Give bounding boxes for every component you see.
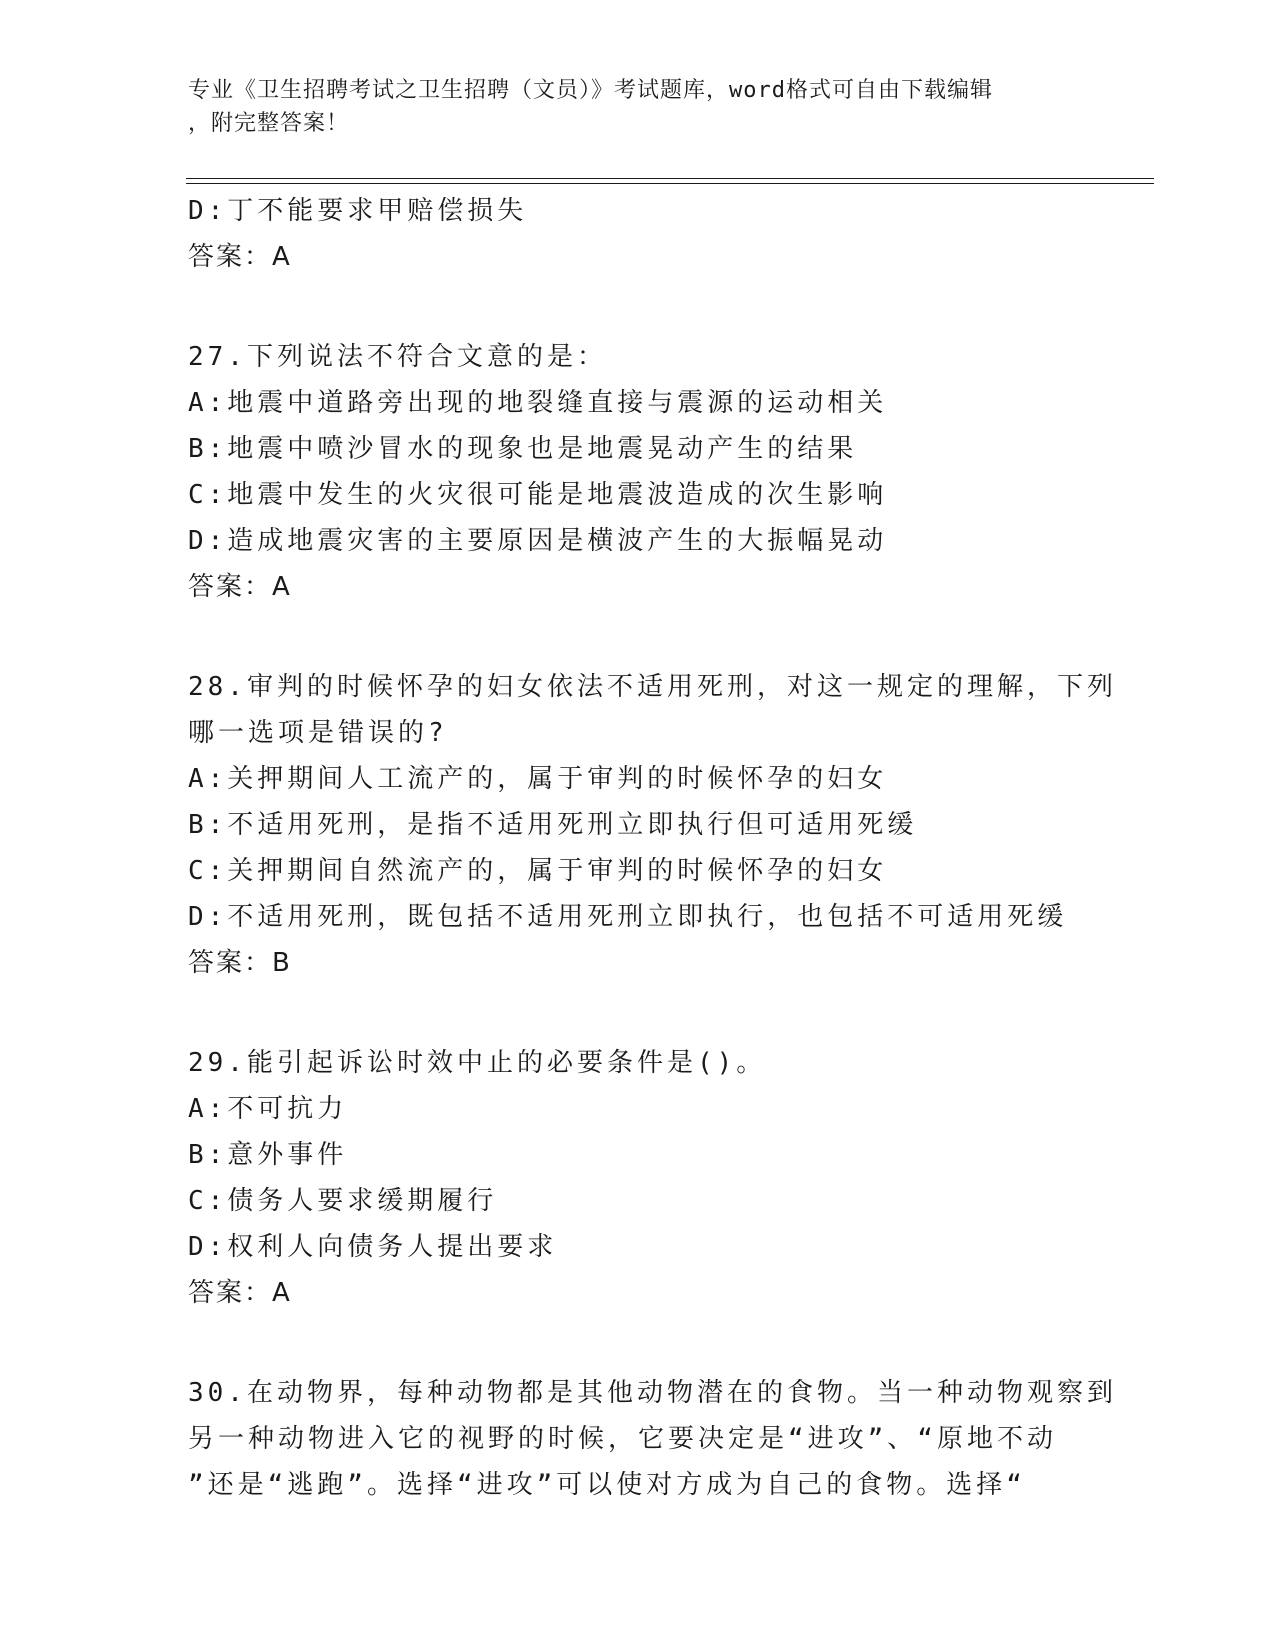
spacer	[188, 986, 1088, 1040]
spacer	[188, 280, 1088, 334]
option-b: B:意外事件	[188, 1140, 348, 1170]
question-text-line-3: ”还是“逃跑”。选择“进攻”可以使对方成为自己的食物。选择“	[188, 1470, 1026, 1500]
spacer	[188, 1316, 1088, 1370]
option-b: B:地震中喷沙冒水的现象也是地震晃动产生的结果	[188, 434, 858, 464]
question-text-line-2: 另一种动物进入它的视野的时候，它要决定是“进攻”、“原地不动	[188, 1424, 1057, 1454]
option-c: C:关押期间自然流产的，属于审判的时候怀孕的妇女	[188, 856, 888, 886]
answer	[188, 564, 1088, 610]
header-line-1: 专业《卫生招聘考试之卫生招聘（文员）》考试题库，word格式可自由下载编辑	[188, 78, 993, 103]
question-text: 27.下列说法不符合文意的是：	[188, 342, 607, 372]
question-28	[188, 664, 1117, 986]
answer-value: A	[272, 242, 292, 272]
header-line-2: ，附完整答案！	[188, 111, 350, 136]
answer-label: 答案：	[188, 572, 273, 602]
prev-option-d: D:丁不能要求甲赔偿损失	[188, 196, 528, 226]
answer	[188, 1270, 1088, 1316]
spacer	[188, 610, 1088, 664]
header-divider-top	[186, 178, 1154, 179]
answer-value: A	[272, 1278, 292, 1308]
question-text-line-2: 哪一选项是错误的?	[188, 718, 448, 748]
prev-answer	[188, 234, 1088, 280]
question-text: 29.能引起诉讼时效中止的必要条件是()。	[188, 1048, 767, 1078]
answer-label: 答案：	[188, 948, 273, 978]
question-29	[188, 1040, 1088, 1316]
option-b: B:不适用死刑，是指不适用死刑立即执行但可适用死缓	[188, 810, 918, 840]
document-body	[188, 188, 1117, 1508]
option-c: C:债务人要求缓期履行	[188, 1186, 498, 1216]
option-d: D:权利人向债务人提出要求	[188, 1232, 558, 1262]
answer-value: B	[272, 948, 292, 978]
document-header	[188, 74, 1088, 140]
question-27	[188, 334, 1088, 610]
answer-value: A	[272, 572, 292, 602]
question-30	[188, 1370, 1117, 1508]
option-d: D:造成地震灾害的主要原因是横波产生的大振幅晃动	[188, 526, 888, 556]
question-text-line-1: 28.审判的时候怀孕的妇女依法不适用死刑，对这一规定的理解，下列	[188, 672, 1117, 702]
answer-label: 答案：	[188, 1278, 273, 1308]
option-a: A:关押期间人工流产的，属于审判的时候怀孕的妇女	[188, 764, 888, 794]
answer	[188, 940, 1088, 986]
option-a: A:不可抗力	[188, 1094, 348, 1124]
header-divider-bottom	[186, 183, 1154, 184]
question-text-line-1: 30.在动物界，每种动物都是其他动物潜在的食物。当一种动物观察到	[188, 1378, 1117, 1408]
option-a: A:地震中道路旁出现的地裂缝直接与震源的运动相关	[188, 388, 888, 418]
option-d: D:不适用死刑，既包括不适用死刑立即执行，也包括不可适用死缓	[188, 902, 1068, 932]
option-c: C:地震中发生的火灾很可能是地震波造成的次生影响	[188, 480, 888, 510]
answer-label: 答案：	[188, 242, 273, 272]
